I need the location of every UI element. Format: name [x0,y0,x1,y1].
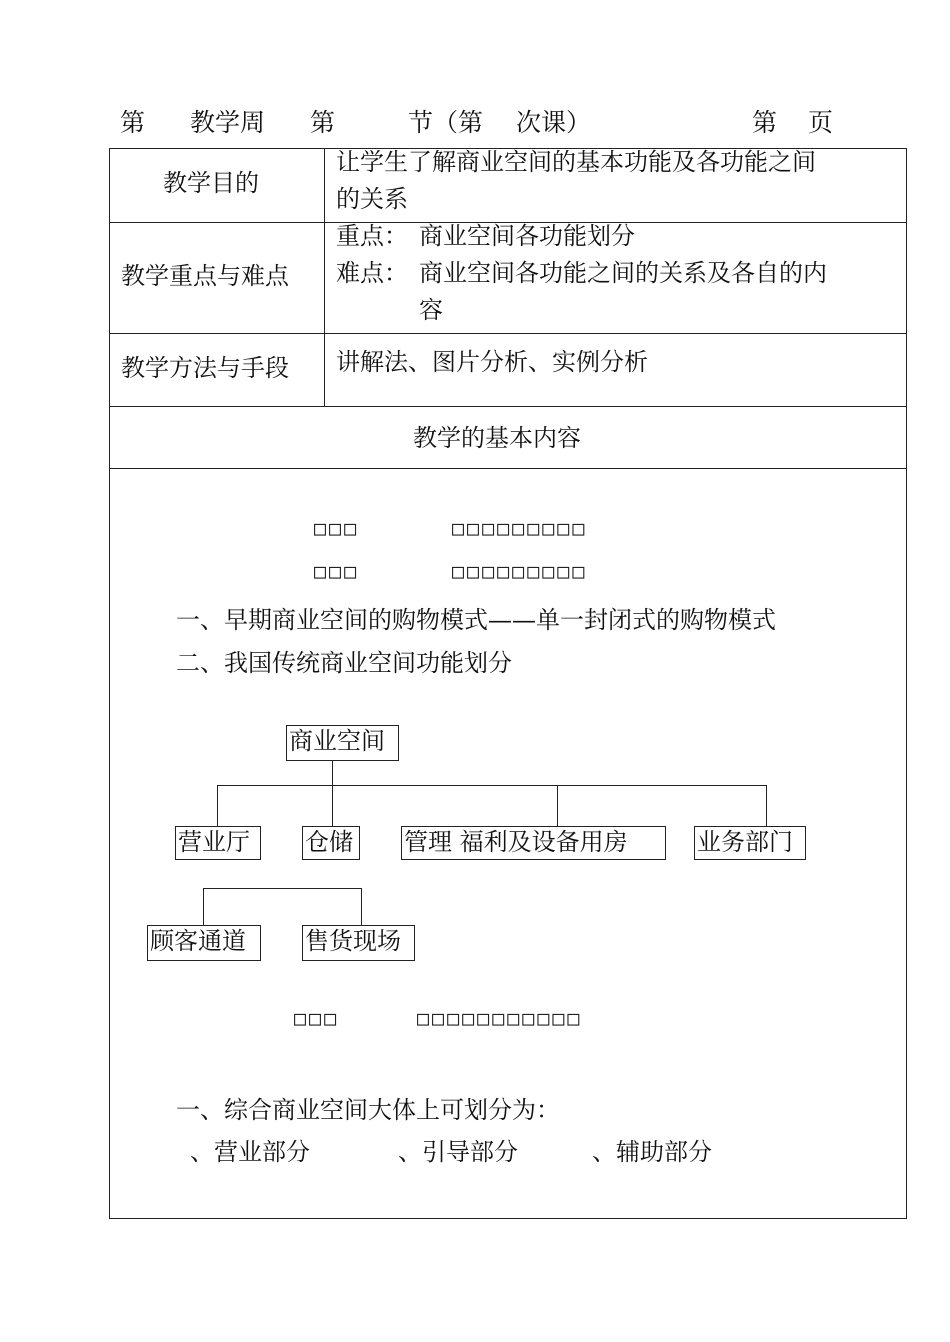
item-traditional-division: 二、我国传统商业空间功能划分 [176,649,512,677]
diagram-node-management: 管理 福利及设备用房 [401,826,666,860]
column-divider [324,148,325,406]
lesson-table [109,148,907,1219]
connector [217,785,218,827]
label-key-points: 教学重点与难点 [121,262,289,290]
garbled-text: □□□□□□□□□□□ [417,1006,583,1030]
header-week: 教学周 [190,108,266,137]
header-di3: 第 [752,108,778,137]
purpose-line-1: 让学生了解商业空间的基本功能及各功能之间 [336,148,816,176]
header-lesson: 次课） [516,108,592,137]
connector [332,761,333,786]
difficult-line-1: 商业空间各功能之间的关系及各自的内 [419,259,827,287]
connector [203,888,362,889]
garbled-text: □□□ [294,1006,340,1030]
difficult-prefix: 难点： [336,259,408,287]
label-methods: 教学方法与手段 [121,354,289,382]
connector [217,785,767,786]
diagram-node-sales-hall: 营业厅 [175,826,261,860]
item-early-mode: 一、早期商业空间的购物模式——单一封闭式的购物模式 [176,606,776,634]
garbled-text: □□□ [314,516,360,540]
connector [203,888,204,926]
connector [332,785,333,827]
header-di: 第 [120,108,146,137]
item-comprehensive-division: 一、综合商业空间大体上可划分为： [176,1096,560,1124]
methods-text: 讲解法、图片分析、实例分析 [336,348,648,376]
part-guidance: 、引导部分 [398,1138,518,1166]
header-di2: 第 [310,108,336,137]
row-divider [109,406,907,407]
connector [766,785,767,827]
diagram-node-customer-aisle: 顾客通道 [147,925,261,961]
connector [557,785,558,827]
diagram-root: 商业空间 [286,725,399,761]
header-page: 页 [808,108,834,137]
garbled-text: □□□□□□□□□ [452,559,588,583]
connector [361,888,362,926]
content-header: 教学的基本内容 [413,424,581,452]
row-divider [109,333,907,334]
key-prefix: 重点： [336,222,408,250]
key-text: 商业空间各功能划分 [419,222,635,250]
part-sales: 、营业部分 [190,1138,310,1166]
difficult-line-2: 容 [419,296,443,324]
diagram-node-business-dept: 业务部门 [694,826,806,860]
part-auxiliary: 、辅助部分 [592,1138,712,1166]
purpose-line-2: 的关系 [336,185,408,213]
garbled-text: □□□ [314,559,360,583]
diagram-node-sales-floor: 售货现场 [302,925,415,961]
label-purpose: 教学目的 [163,169,259,197]
row-divider [109,468,907,469]
garbled-text: □□□□□□□□□ [452,516,588,540]
header-section: 节（第 [408,108,484,137]
diagram-node-storage: 仓储 [302,826,360,860]
